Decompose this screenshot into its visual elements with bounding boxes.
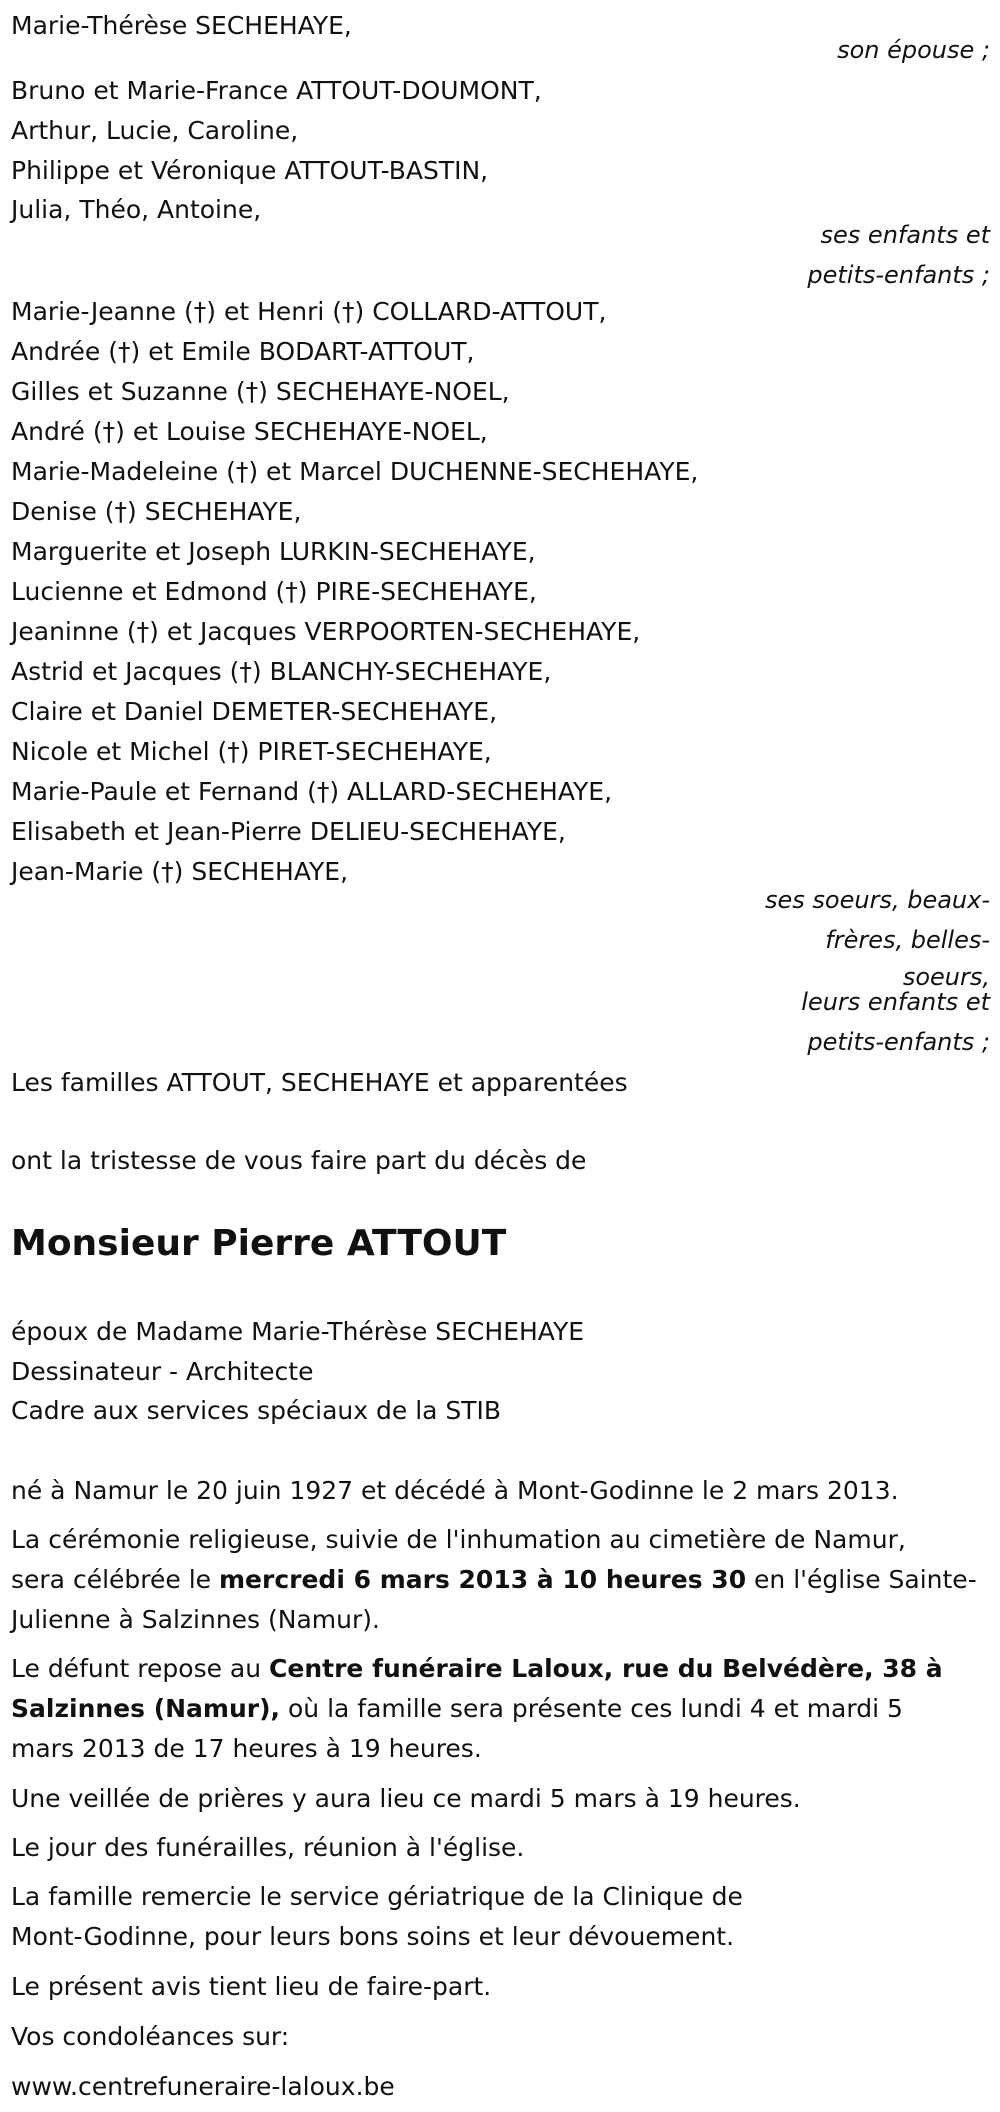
sibling-line: Jean-Marie (†) SECHEHAYE, <box>11 857 349 886</box>
deceased-title: Dessinateur - Architecte <box>11 1357 314 1386</box>
siblings-role: leurs enfants et <box>801 988 990 1016</box>
notice-line: Le présent avis tient lieu de faire-part. <box>11 1972 492 2001</box>
sibling-line: Denise (†) SECHEHAYE, <box>11 497 302 526</box>
sibling-line: Astrid et Jacques (†) BLANCHY-SECHEHAYE, <box>11 657 552 686</box>
birth-death-line: né à Namur le 20 juin 1927 et décédé à Mont-Godinne le 2 mars 2013. <box>11 1476 899 1505</box>
sibling-line: André (†) et Louise SECHEHAYE-NOEL, <box>11 417 488 446</box>
sibling-line: Lucienne et Edmond (†) PIRE-SECHEHAYE, <box>11 577 537 606</box>
website-link[interactable]: www.centrefuneraire-laloux.be <box>11 2072 395 2101</box>
grandchildren-line: Julia, Théo, Antoine, <box>11 195 262 224</box>
announcement-intro: ont la tristesse de vous faire part du décès de <box>11 1146 587 1175</box>
deceased-title: Cadre aux services spéciaux de la STIB <box>11 1396 502 1425</box>
children-role: petits-enfants ; <box>807 261 990 289</box>
sibling-line: Marie-Paule et Fernand (†) ALLARD-SECHEHAYE, <box>11 777 613 806</box>
ceremony-line <box>11 1560 977 1600</box>
sibling-line: Nicole et Michel (†) PIRET-SECHEHAYE, <box>11 737 492 766</box>
sibling-line: Claire et Daniel DEMETER-SECHEHAYE, <box>11 697 498 726</box>
thanks-line: Mont-Godinne, pour leurs bons soins et leur dévouement. <box>11 1922 735 1951</box>
repose-location: Centre funéraire Laloux, rue du Belvédère, 38 à <box>269 1654 943 1683</box>
funeral-day-line: Le jour des funérailles, réunion à l'église. <box>11 1833 525 1862</box>
repose-text: Le défunt repose au <box>11 1654 270 1683</box>
siblings-role: soeurs, <box>902 963 990 991</box>
children-line: Philippe et Véronique ATTOUT-BASTIN, <box>11 156 489 185</box>
sibling-line: Marie-Madeleine (†) et Marcel DUCHENNE-SECHEHAYE, <box>11 457 699 486</box>
condolences-label: Vos condoléances sur: <box>11 2022 290 2051</box>
deceased-title: époux de Madame Marie-Thérèse SECHEHAYE <box>11 1317 585 1346</box>
children-role: ses enfants et <box>820 221 990 249</box>
spouse-name: Marie-Thérèse SECHEHAYE, <box>11 11 352 40</box>
repose-line: mars 2013 de 17 heures à 19 heures. <box>11 1734 482 1763</box>
ceremony-text: sera célébrée le <box>11 1565 219 1594</box>
repose-text: où la famille sera présente ces lundi 4 et mardi 5 <box>280 1694 903 1723</box>
deceased-name: Monsieur Pierre ATTOUT <box>11 1223 507 1264</box>
grandchildren-line: Arthur, Lucie, Caroline, <box>11 116 299 145</box>
sibling-line: Jeaninne (†) et Jacques VERPOORTEN-SECHEHAYE, <box>11 617 641 646</box>
repose-line <box>11 1689 903 1729</box>
ceremony-line: Julienne à Salzinnes (Namur). <box>11 1605 380 1634</box>
families-line: Les familles ATTOUT, SECHEHAYE et apparentées <box>11 1068 628 1097</box>
sibling-line: Marie-Jeanne (†) et Henri (†) COLLARD-ATTOUT, <box>11 297 607 326</box>
sibling-line: Elisabeth et Jean-Pierre DELIEU-SECHEHAYE, <box>11 817 566 846</box>
siblings-role: frères, belles- <box>825 926 990 954</box>
sibling-line: Marguerite et Joseph LURKIN-SECHEHAYE, <box>11 537 536 566</box>
vigil-line: Une veillée de prières y aura lieu ce mardi 5 mars à 19 heures. <box>11 1784 801 1813</box>
sibling-line: Gilles et Suzanne (†) SECHEHAYE-NOEL, <box>11 377 510 406</box>
spouse-role: son épouse ; <box>837 36 990 64</box>
thanks-line: La famille remercie le service gériatrique de la Clinique de <box>11 1882 743 1911</box>
ceremony-date: mercredi 6 mars 2013 à 10 heures 30 <box>218 1565 747 1594</box>
siblings-role: petits-enfants ; <box>807 1028 990 1056</box>
children-line: Bruno et Marie-France ATTOUT-DOUMONT, <box>11 76 542 105</box>
ceremony-line: La cérémonie religieuse, suivie de l'inhumation au cimetière de Namur, <box>11 1525 906 1554</box>
ceremony-text: en l'église Sainte- <box>746 1565 977 1594</box>
siblings-role: ses soeurs, beaux- <box>765 886 990 914</box>
sibling-line: Andrée (†) et Emile BODART-ATTOUT, <box>11 337 475 366</box>
repose-location: Salzinnes (Namur), <box>11 1694 281 1723</box>
repose-line <box>11 1649 943 1689</box>
